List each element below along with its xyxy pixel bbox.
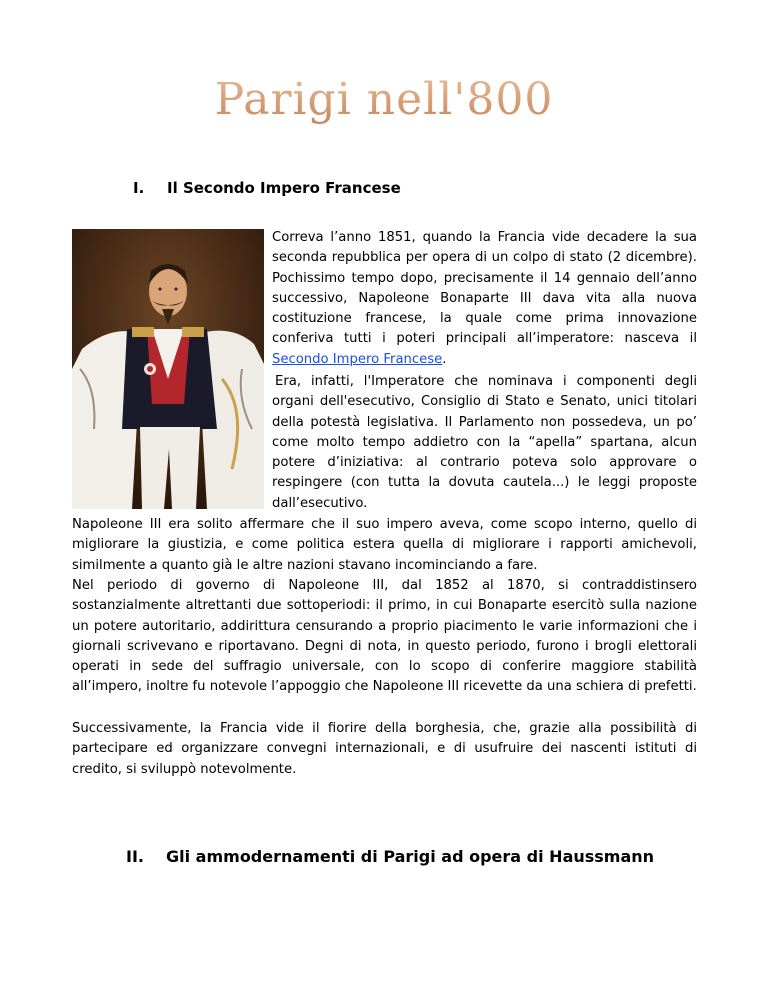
secondo-impero-link[interactable]: Secondo Impero Francese	[272, 351, 443, 367]
paragraph-1	[272, 228, 697, 370]
paragraph-2: Era, infatti, l'Imperatore che nominava i componenti degli organi dell'esecutivo, Consiglio di Stato e Senato, unici titolari della potestà legislativa. Il Parlamento non possedeva, un po’ come molto tempo addietro con la “apella” spartana, alcun potere d’iniziativa: al contrario poteva solo approvare o respingere (con tutta la dovuta cautela...) le leggi proposte dall’esecutivo.	[272, 374, 697, 511]
paragraph-3: Napoleone III era solito affermare che il suo impero aveva, come scopo interno, quello di migliorare la giustizia, e come politica estera quella di migliorare i rapporti amichevoli, similmente a quanto già le altre nazioni stavano incominciando a fare.	[72, 517, 697, 573]
paragraph-4: Nel periodo di governo di Napoleone III, dal 1852 al 1870, si contraddistinsero sostanzialmente altrettanti due sottoperiodi: il primo, in cui Bonaparte esercitò sulla nazione un potere autoritario, addirittura censurando a proprio piacimento le varie informazioni che i giornali scrivevano e riportavano. Degni di nota, in questo periodo, furono i brogli elettorali operati in sede del suffragio universale, con lo scopo di conferire maggiore stabilità all’impero, inoltre fu notevole l’appoggio che Napoleone III ricevette da una schiera di prefetti.	[72, 578, 697, 695]
section-title-2: Gli ammodernamenti di Parigi ad opera di Haussmann	[166, 847, 655, 866]
paragraph-1-end: .	[442, 351, 447, 367]
paragraph-1-text: Correva l’anno 1851, quando la Francia vide decadere la sua seconda repubblica per opera di un colpo di stato (2 dicembre). Pochissimo tempo dopo, precisamente il 14 gennaio dell’anno successivo, Napoleone Bonaparte III dava vita alla nuova costituzione francese, la quale come prima innovazione conferiva tutti i poteri principali all’imperatore: nasceva il	[272, 230, 697, 347]
paragraph-5: Successivamente, la Francia vide il fiorire della borghesia, che, grazie alla possibilità di partecipare ed organizzare convegni internazionali, e di usufruire dei nascenti istituti di credito, si sviluppò notevolmente.	[72, 721, 697, 777]
document-title: Parigi nell'800	[0, 74, 768, 125]
section-title-1: Il Secondo Impero Francese	[167, 179, 401, 197]
section-number-1: I.	[133, 179, 145, 197]
portrait-image	[72, 229, 264, 509]
section-number-2: II.	[126, 847, 144, 866]
napoleon-portrait	[72, 229, 264, 509]
